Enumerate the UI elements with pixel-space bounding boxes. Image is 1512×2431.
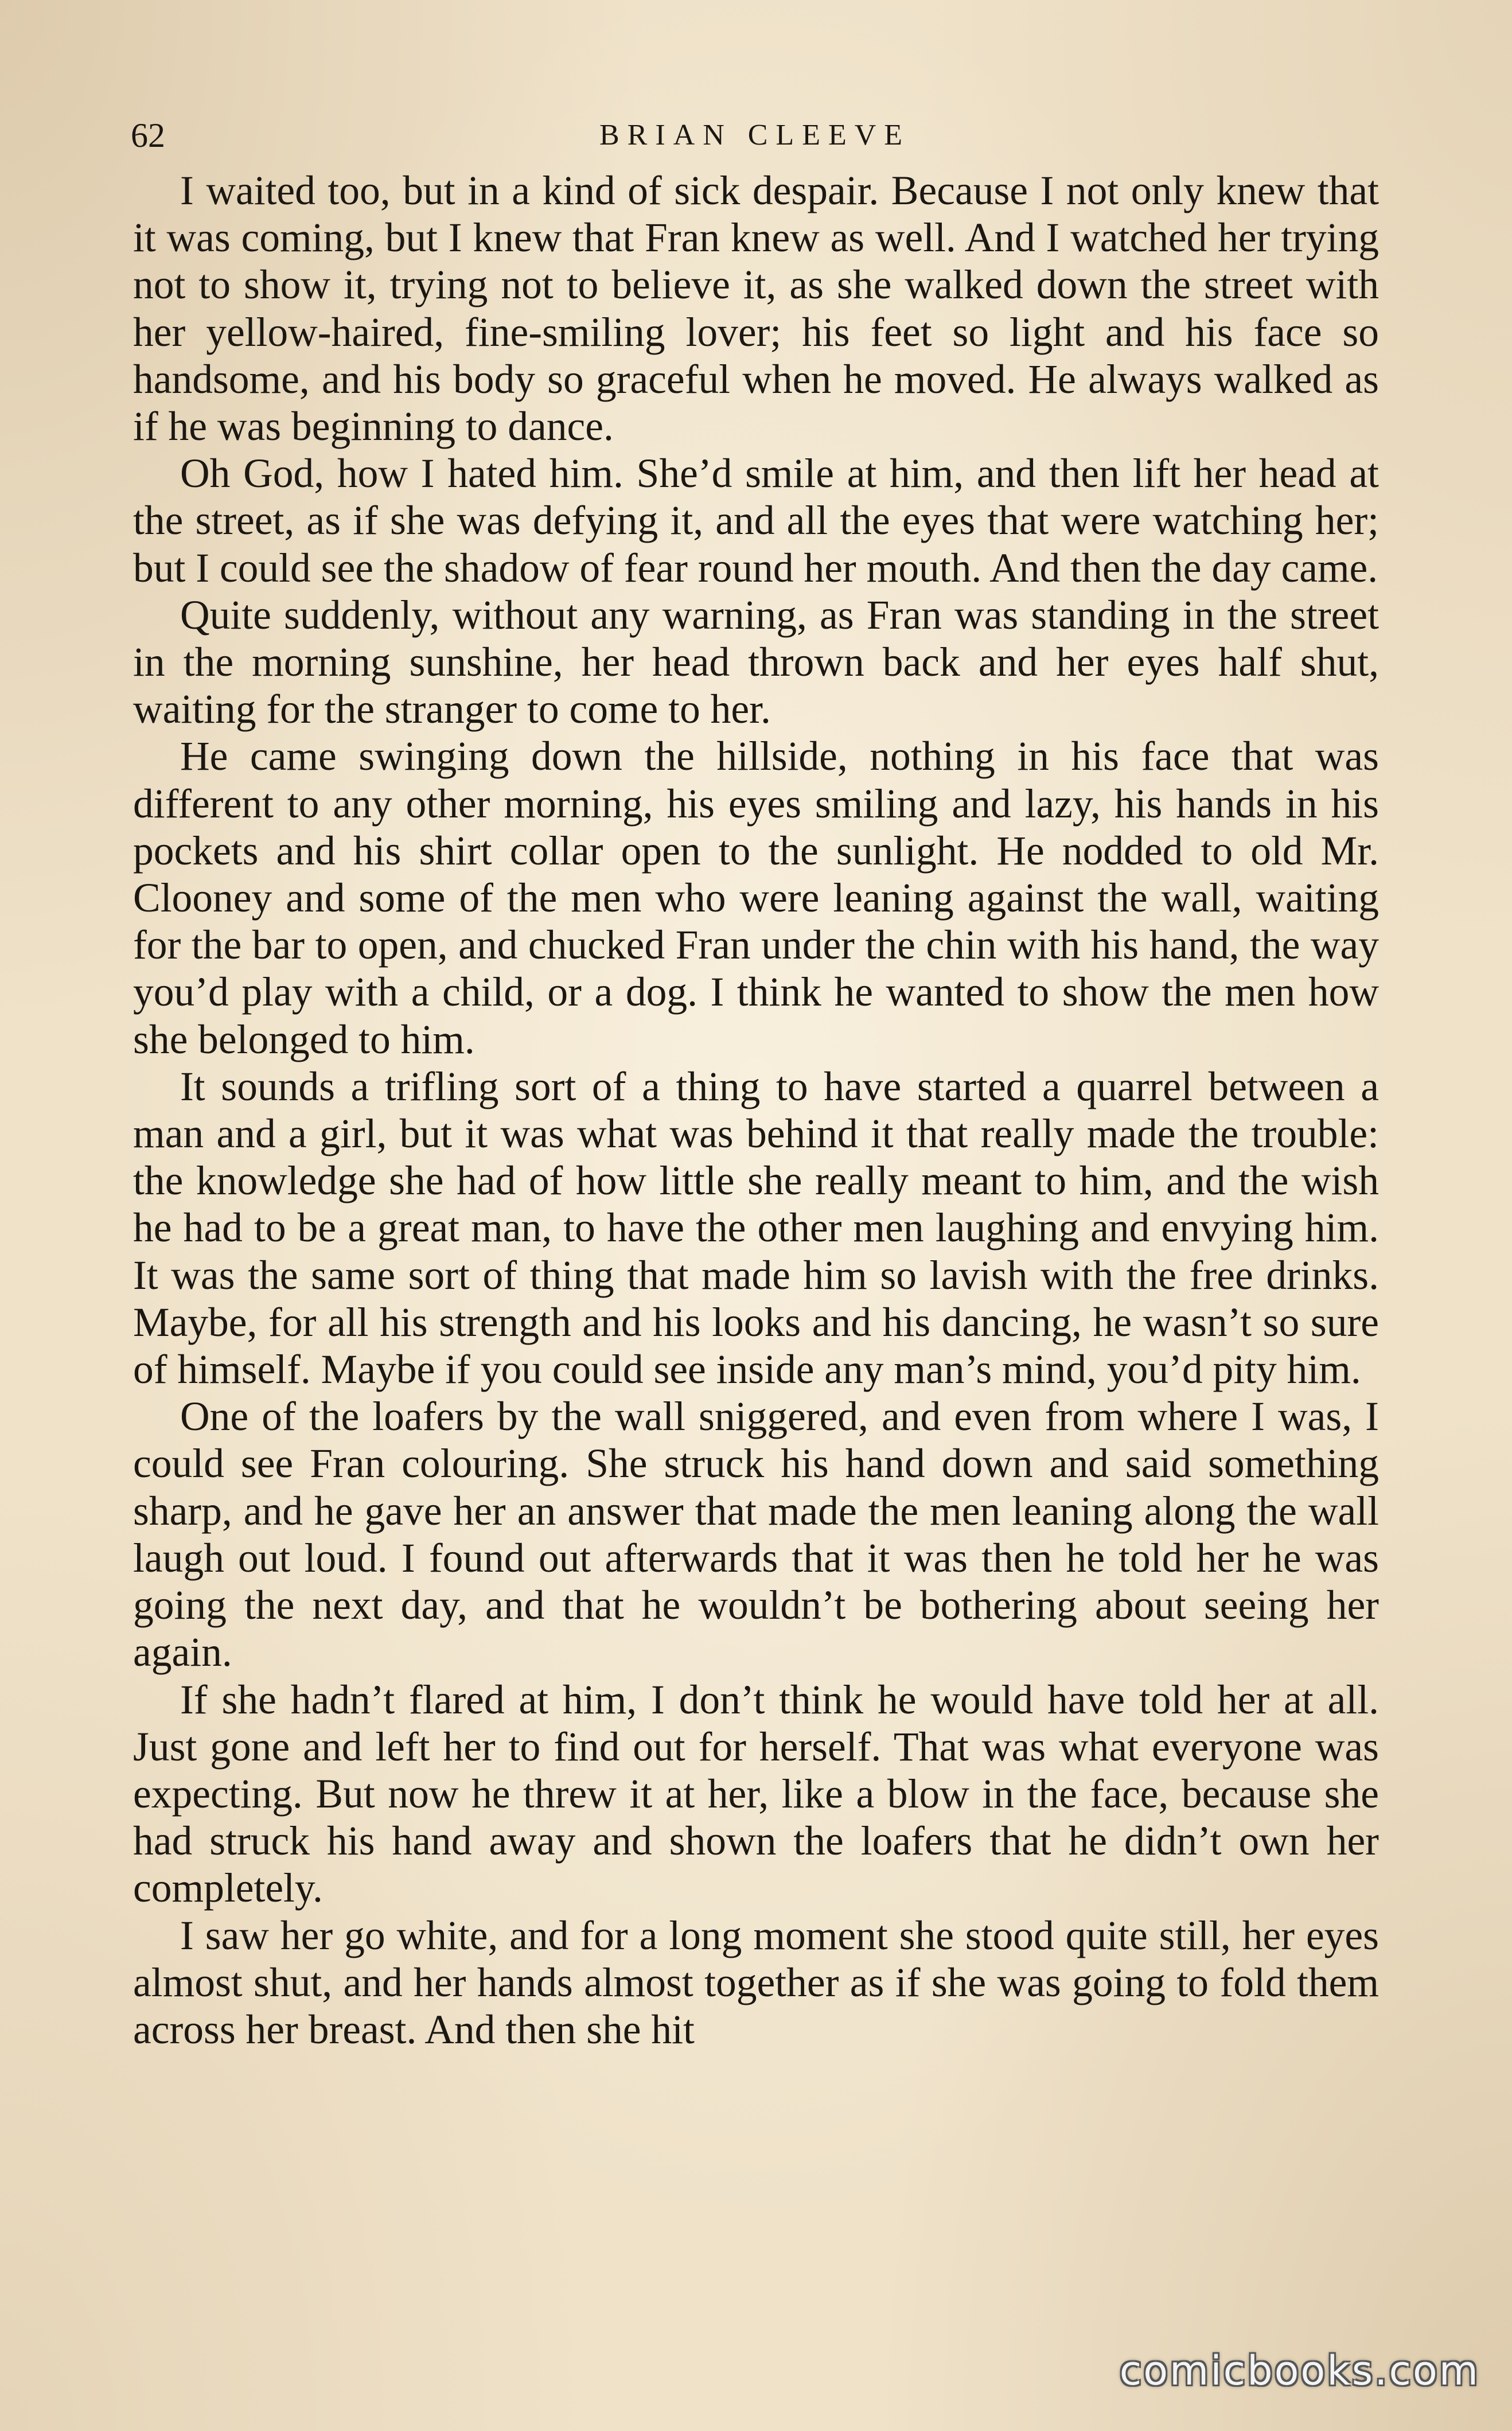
paragraph: Oh God, how I hated him. She’d smile at him, and then lift her head at the street, as if she was defying it, and all the eyes that were watching her; but I could see the shadow of fear round her mouth. And then the day came. [133,451,1379,591]
page-header [131,112,1379,158]
paragraph: If she hadn’t flared at him, I don’t think he would have told her at all. Just gone and left her to find out for herself. That was what everyone was expecting. But now he threw it at her, like a blow in the face, because she had struck his hand away and shown the loafers that he didn’t own her completely. [133,1677,1379,1911]
paragraph: Quite suddenly, without any warning, as Fran was standing in the street in the morning sunshine, her head thrown back and her eyes half shut, waiting for the stranger to come to her. [133,592,1379,733]
paragraph: It sounds a trifling sort of a thing to have started a quarrel between a man and a girl, but it was what was behind it that really made the trouble: the knowledge she had of how little she really meant to him, and the wish he had to be a great man, to have the other men laughing and envying him. It was the same sort of thing that made him so lavish with the free drinks. Maybe, for all his strength and his looks and his dancing, he wasn’t so sure of himself. Maybe if you could see inside any man’s mind, you’d pity him. [133,1063,1379,1393]
running-head: BRIAN CLEEVE [599,119,911,151]
watermark: comicbooks.com [1119,2347,1480,2394]
body-text [133,167,1379,2054]
page-number: 62 [131,116,165,154]
paragraph: One of the loafers by the wall sniggered, and even from where I was, I could see Fran colouring. She struck his hand down and said something sharp, and he gave her an answer that made the men leaning along the wall laugh out loud. I found out afterwards that it was then he told her he was going the next day, and that he wouldn’t be bothering about seeing her again. [133,1394,1379,1676]
paragraph: I waited too, but in a kind of sick despair. Because I not only knew that it was coming, but I knew that Fran knew as well. And I watched her trying not to show it, trying not to believe it, as she walked down the street with her yellow-haired, fine-smiling lover; his feet so light and his face so handsome, and his body so graceful when he moved. He always walked as if he was beginning to dance. [133,168,1379,450]
paragraph: I saw her go white, and for a long moment she stood quite still, her eyes almost shut, and her hands almost together as if she was going to fold them across her breast. And then she hit [133,1912,1379,2052]
paragraph: He came swinging down the hillside, nothing in his face that was different to any other morning, his eyes smiling and lazy, his hands in his pockets and his shirt collar open to the sunlight. He nodded to old Mr. Clooney and some of the men who were leaning against the wall, waiting for the bar to open, and chucked Fran under the chin with his hand, the way you’d play with a child, or a dog. I think he wanted to show the men how she belonged to him. [133,734,1379,1062]
